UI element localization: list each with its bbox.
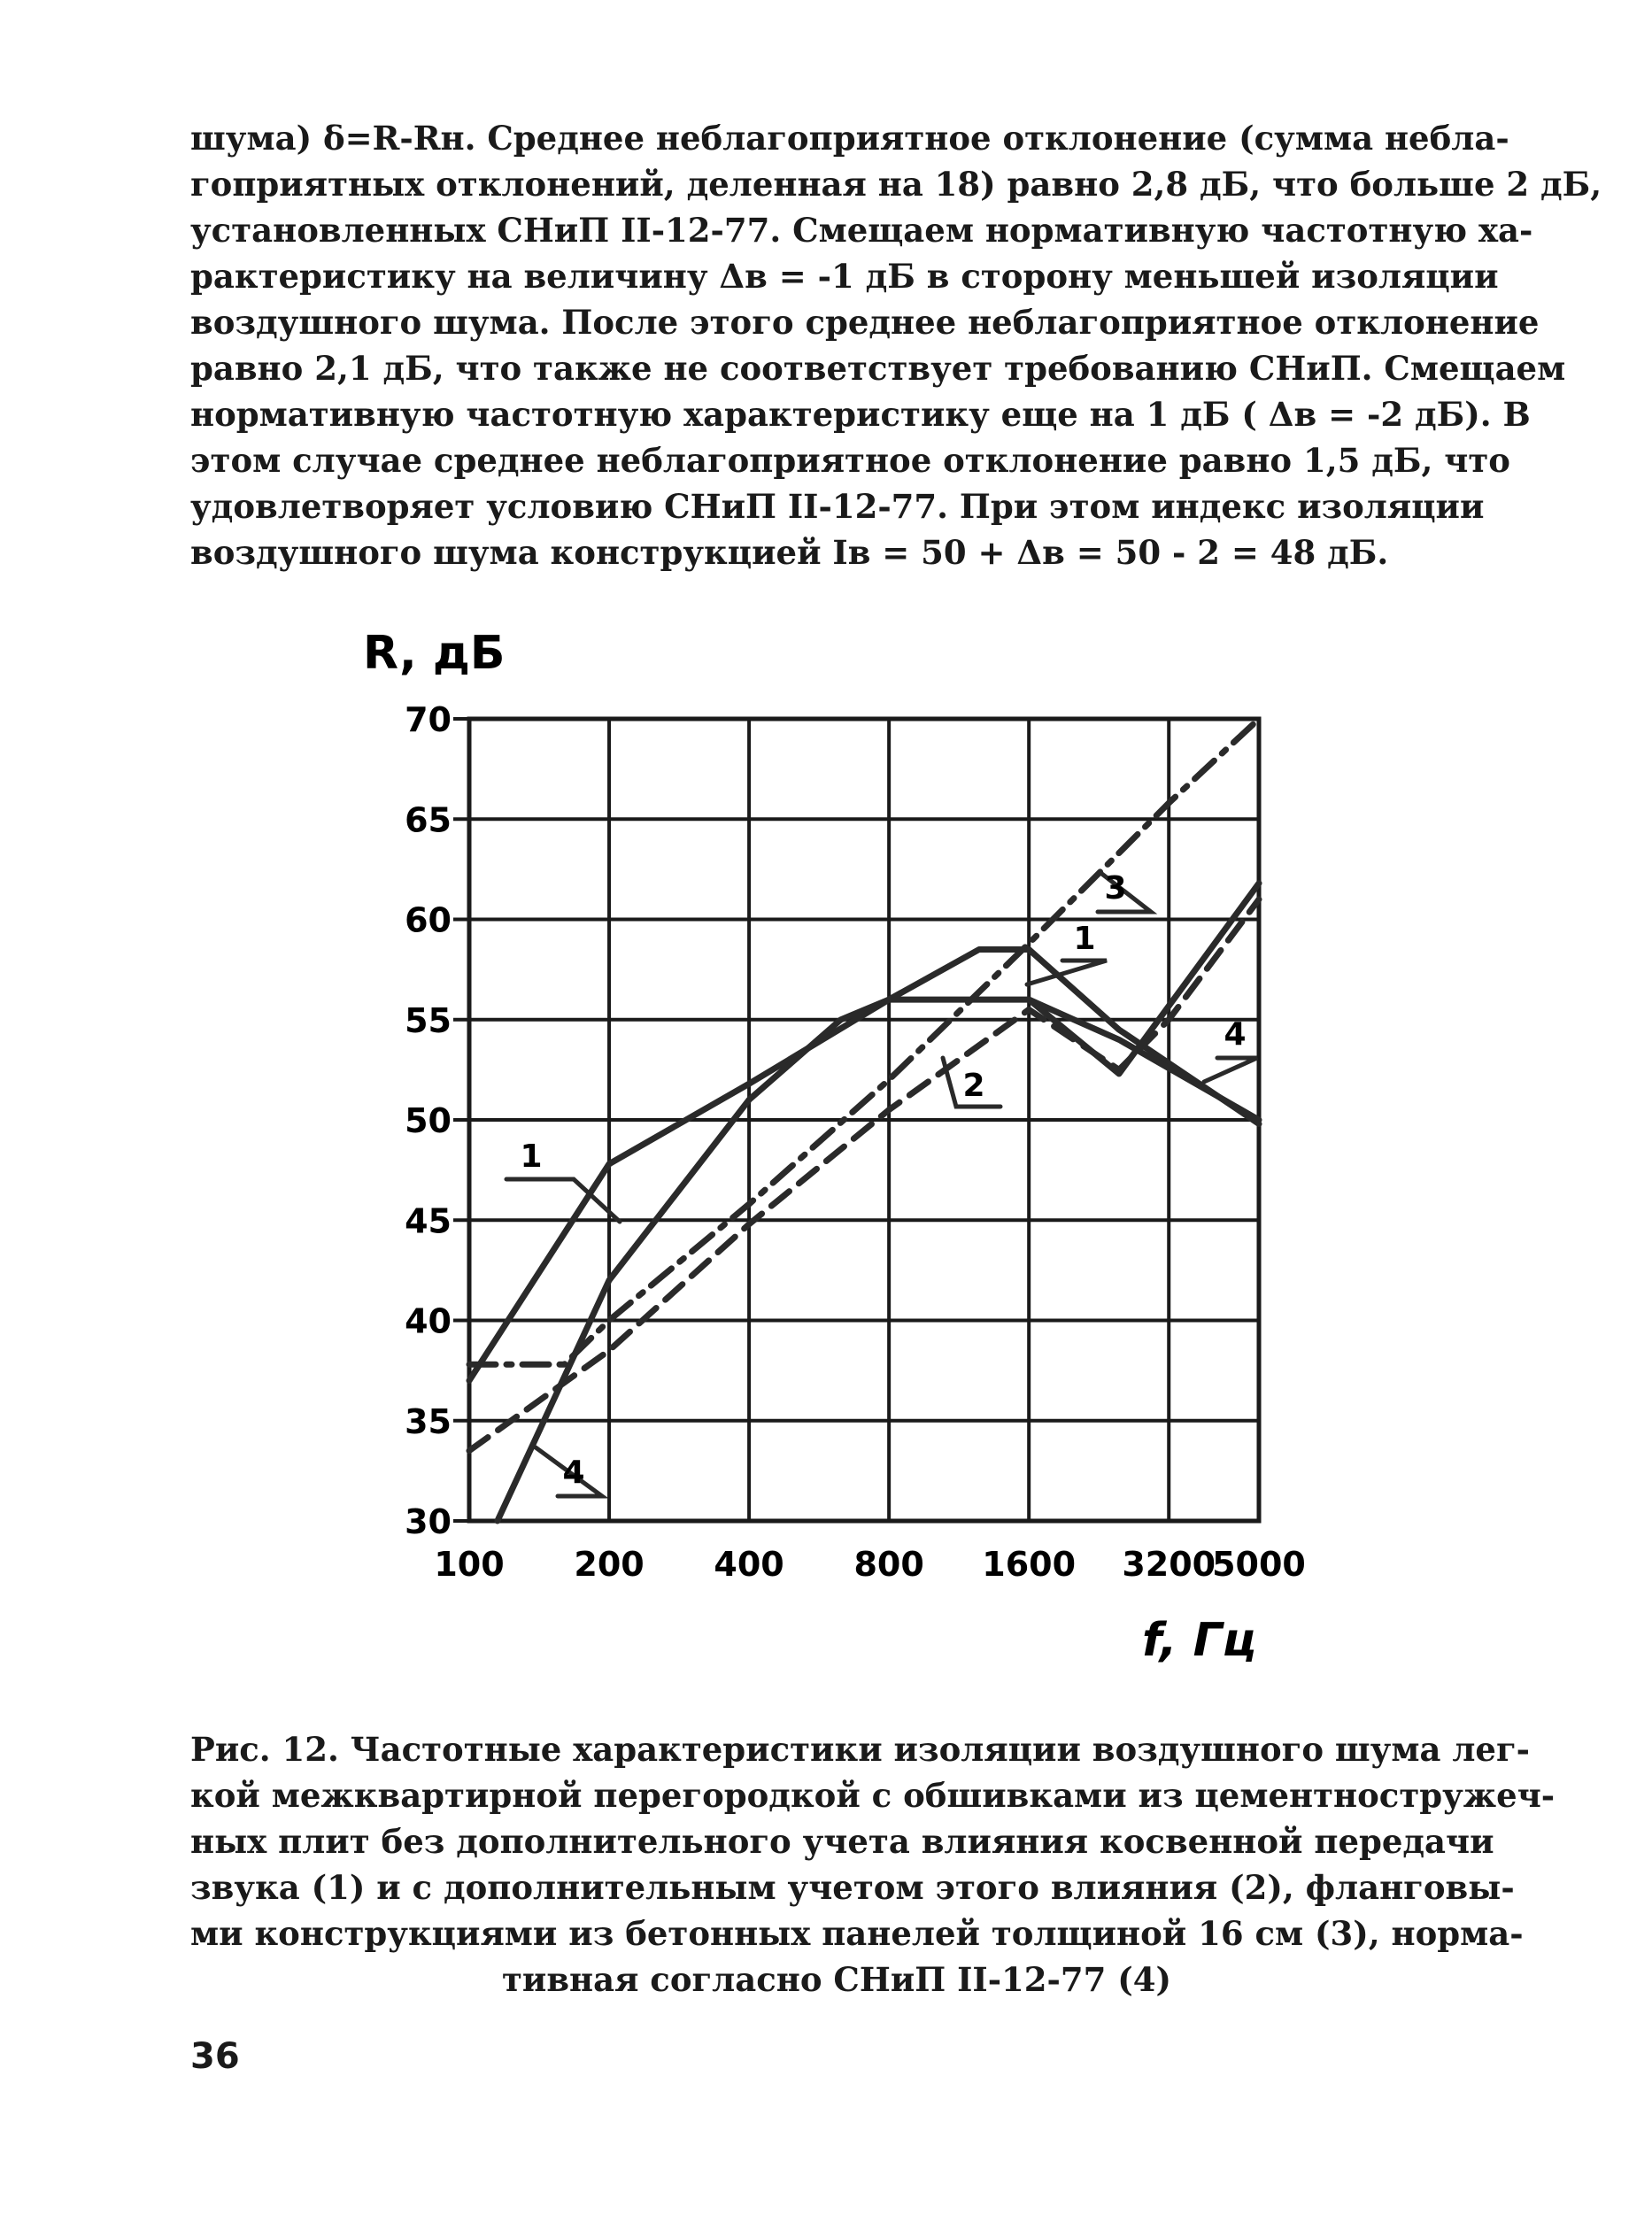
paragraph-line: нормативную частотную характеристику еще на 1 дБ ( Δв = -2 дБ). В <box>190 395 1531 434</box>
x-tick-label: 100 <box>434 1545 505 1584</box>
series-line-1 <box>469 950 1259 1381</box>
paragraph-line: этом случае среднее неблагоприятное отклонение равно 1,5 дБ, что <box>190 441 1510 480</box>
paragraph-line: воздушного шума. После этого среднее неблагоприятное отклонение <box>190 303 1540 342</box>
caption-line: кой межквартирной перегородкой с обшивками из цементностружеч- <box>190 1776 1556 1815</box>
y-axis-label: R, дБ <box>363 627 506 680</box>
x-tick-label: 1600 <box>982 1545 1077 1584</box>
paragraph-line: рактеристику на величину Δв = -1 дБ в сторону меньшей изоляции <box>190 257 1499 296</box>
caption-line: ных плит без дополнительного учета влияния косвенной передачи <box>190 1822 1494 1861</box>
annotation-label: 4 <box>1224 1016 1247 1053</box>
annotation-label: 1 <box>520 1138 543 1175</box>
caption-line: звука (1) и с дополнительным учетом этого влияния (2), фланговы- <box>190 1868 1515 1907</box>
y-tick-label: 30 <box>405 1502 452 1541</box>
x-tick-label: 3200 <box>1122 1545 1216 1584</box>
paragraph-line: шума) δ=R-Rн. Среднее неблагоприятное отклонение (сумма небла- <box>190 119 1509 158</box>
x-tick-label: 800 <box>853 1545 924 1584</box>
annotation-label: 4 <box>562 1455 585 1491</box>
y-tick-label: 60 <box>405 900 452 940</box>
annotation-label: 1 <box>1073 921 1096 957</box>
y-tick-label: 45 <box>405 1201 452 1241</box>
series-line-2 <box>469 899 1259 1451</box>
chart-grid <box>453 719 1259 1521</box>
y-tick-label: 35 <box>405 1401 452 1441</box>
y-tick-label: 55 <box>405 1000 452 1040</box>
y-tick-label: 65 <box>405 800 452 840</box>
paragraph-line: воздушного шума конструкцией Iв = 50 + Δв = 50 - 2 = 48 дБ. <box>190 533 1389 572</box>
paragraph-line: установленных СНиП II-12-77. Смещаем нормативную частотную ха- <box>190 211 1533 250</box>
annotation-leader <box>1204 1058 1257 1082</box>
annotation-label: 3 <box>1104 870 1127 907</box>
x-tick-label: 400 <box>714 1545 784 1584</box>
x-axis-label: f, Гц <box>1142 1614 1257 1667</box>
paragraph-line: гоприятных отклонений, деленная на 18) равно 2,8 дБ, что больше 2 дБ, <box>190 165 1602 204</box>
series-line-4 <box>498 999 1259 1521</box>
paragraph-line: равно 2,1 дБ, что также не соответствует требованию СНиП. Смещаем <box>190 349 1566 388</box>
caption-line: ми конструкциями из бетонных панелей толщиной 16 см (3), норма- <box>190 1914 1524 1953</box>
y-tick-label: 40 <box>405 1301 452 1341</box>
chart-annotations <box>506 870 1257 1496</box>
paragraph-line: удовлетворяет условию СНиП II-12-77. При этом индекс изоляции <box>190 487 1485 526</box>
y-tick-label: 50 <box>405 1101 452 1140</box>
caption-line: тивная согласно СНиП II-12-77 (4) <box>501 1960 1172 1999</box>
y-tick-label: 70 <box>405 700 452 739</box>
caption-line: Рис. 12. Частотные характеристики изоляции воздушного шума лег- <box>190 1730 1531 1769</box>
annotation-label: 2 <box>962 1068 985 1104</box>
figure-caption <box>190 1726 1556 2003</box>
x-tick-label: 200 <box>574 1545 645 1584</box>
x-tick-label: 5000 <box>1212 1545 1306 1584</box>
page-number: 36 <box>190 2036 240 2077</box>
annotation-leader <box>506 1179 620 1222</box>
